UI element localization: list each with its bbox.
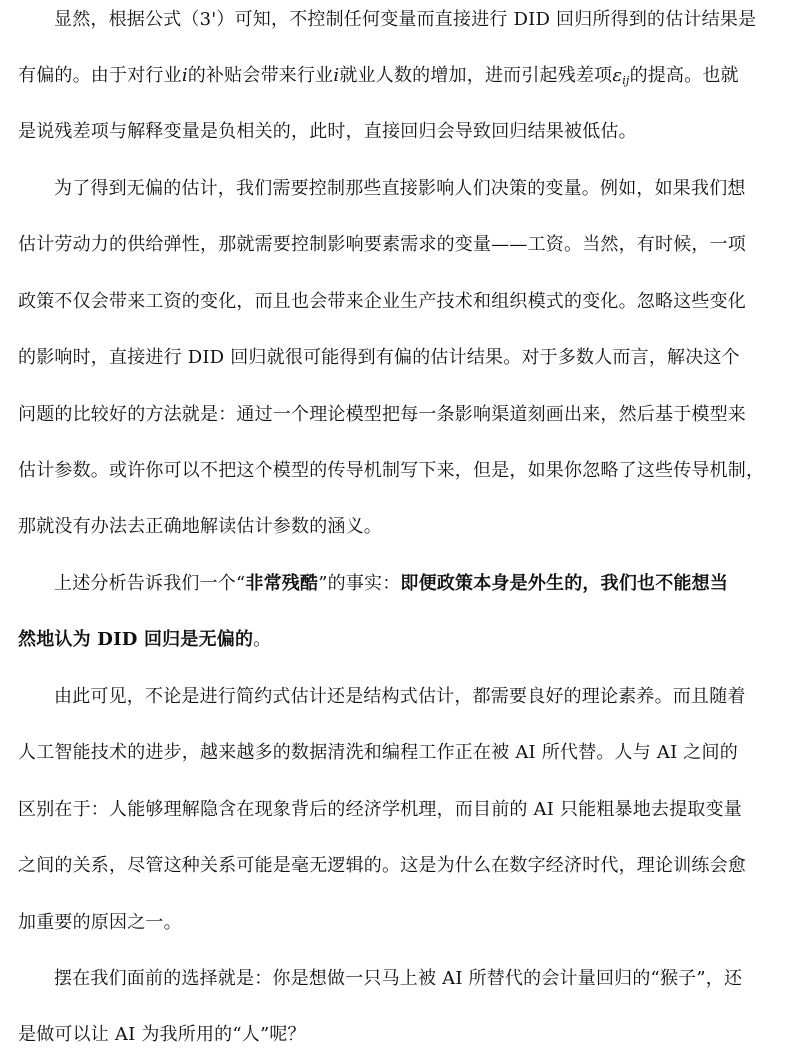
paragraph-1-line-1: 显然，根据公式（3'）可知，不控制任何变量而直接进行 DID 回归所得到的估计结果是: [54, 9, 757, 30]
paragraph-2-line-7: 那就没有办法去正确地解读估计参数的涵义。: [18, 516, 382, 537]
math-epsilon: ε: [612, 65, 623, 86]
paragraph-2-line-2: 估计劳动力的供给弹性，那就需要控制影响要素需求的变量——工资。当然，有时候，一项: [18, 234, 746, 255]
paragraph-4-line-5: 加重要的原因之一。: [18, 912, 182, 933]
paragraph-2-line-5: 问题的比较好的方法就是：通过一个理论模型把每一条影响渠道刻画出来，然后基于模型来: [18, 404, 746, 425]
paragraph-2-line-3: 政策不仅会带来工资的变化，而且也会带来企业生产技术和组织模式的变化。忽略这些变化: [18, 291, 746, 312]
paragraph-5-line-2: 是做可以让 AI 为我所用的“人”呢？: [18, 1024, 306, 1045]
emphasis-text: 非常残酷: [245, 573, 319, 594]
text-segment: 的提高。也就: [629, 65, 739, 86]
text-segment: 就业人数的增加，进而引起残差项: [339, 65, 613, 86]
paragraph-2-line-4: 的影响时，直接进行 DID 回归就很可能得到有偏的估计结果。对于多数人而言，解决这个: [18, 347, 740, 368]
paragraph-1-line-2: [18, 64, 770, 93]
text-segment: 。: [253, 629, 272, 650]
text-segment: 有偏的。由于对行业: [18, 65, 182, 86]
paragraph-3-line-1: [54, 572, 770, 596]
text-segment: 上述分析告诉我们一个“: [54, 573, 246, 594]
paragraph-1-line-3: 是说残差项与解释变量是负相关的，此时，直接回归会导致回归结果被低估。: [18, 121, 637, 142]
text-segment: 的补贴会带来行业: [187, 65, 334, 86]
math-variable-i: i: [333, 65, 340, 86]
paragraph-3-line-2: [18, 628, 770, 652]
paragraph-2-line-1: 为了得到无偏的估计，我们需要控制那些直接影响人们决策的变量。例如，如果我们想: [54, 178, 746, 199]
emphasis-text: 然地认为 DID 回归是无偏的: [18, 629, 254, 650]
math-subscript-ij: ij: [622, 74, 630, 87]
paragraph-4-line-2: 人工智能技术的进步，越来越多的数据清洗和编程工作正在被 AI 所代替。人与 AI 之间的: [18, 742, 738, 763]
paragraph-4-line-4: 之间的关系，尽管这种关系可能是毫无逻辑的。这是为什么在数字经济时代，理论训练会愈: [18, 855, 746, 876]
paragraph-4-line-3: 区别在于：人能够理解隐含在现象背后的经济学机理，而目前的 AI 只能粗暴地去提取变量: [18, 799, 742, 820]
paragraph-4-line-1: 由此可见，不论是进行简约式估计还是结构式估计，都需要良好的理论素养。而且随着: [54, 686, 746, 707]
paragraph-2-line-6: 估计参数。或许你可以不把这个模型的传导机制写下来，但是，如果你忽略了这些传导机制，: [18, 460, 765, 481]
emphasis-text: 即便政策本身是外生的，我们也不能想当: [400, 573, 729, 594]
text-segment: ”的事实：: [318, 573, 401, 594]
math-variable-i: i: [181, 65, 188, 86]
paragraph-5-line-1: 摆在我们面前的选择就是：你是想做一只马上被 AI 所替代的会计量回归的“猴子”，还: [54, 968, 743, 989]
